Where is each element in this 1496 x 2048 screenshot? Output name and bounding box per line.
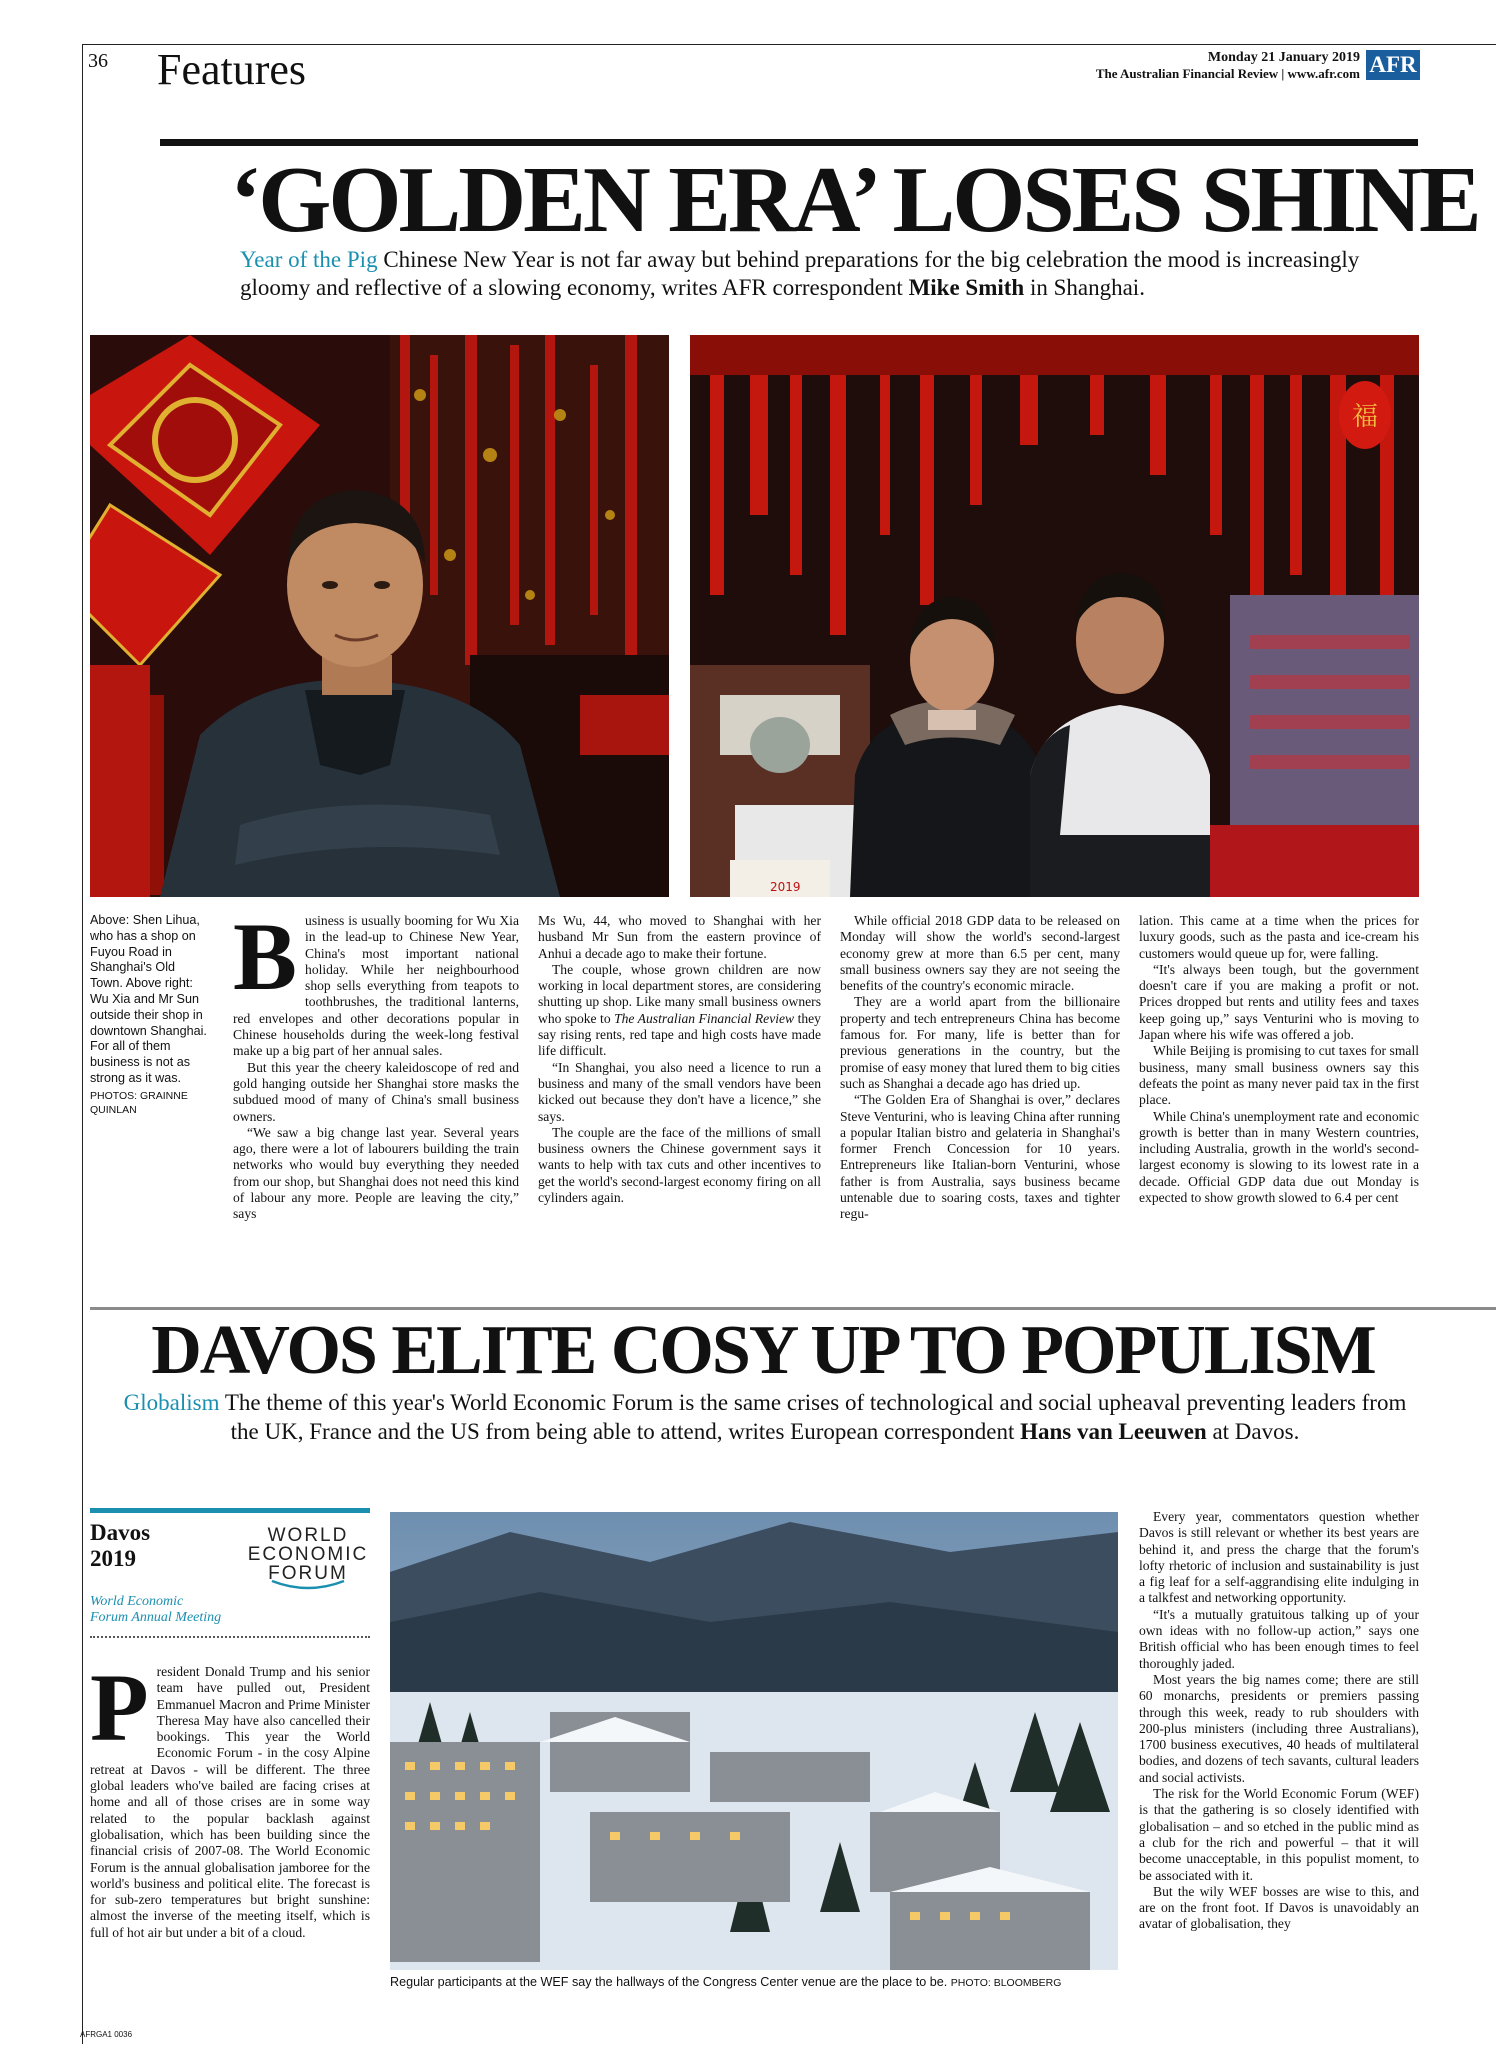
story1-col2-para2-b: they say rising rents, red tape and high costs have made life difficult. bbox=[538, 1010, 821, 1059]
photo-wu-xia-illustration bbox=[690, 335, 1419, 897]
story1-col2-para4: The couple are the face of the millions of small business owners the Chinese government says it wants to help with tax cuts and other incentives to get the world's second-largest economy firing on all cylinders again. bbox=[538, 1124, 821, 1206]
story1-col2-para3: “In Shanghai, you also need a licence to run a business and many of the small vendors have been kicked out because they don't have a licence,” she says. bbox=[538, 1059, 821, 1124]
story1-column-4 bbox=[1139, 913, 1419, 1206]
story1-col2-publication: The Australian Financial Review bbox=[614, 1010, 795, 1026]
story2-column-2 bbox=[1139, 1509, 1419, 1933]
story2-column-1 bbox=[90, 1654, 370, 1941]
davos-sidebar-title bbox=[90, 1520, 150, 1572]
davos-sidebar-subtitle bbox=[90, 1594, 221, 1626]
story2-dropcap: P bbox=[90, 1654, 149, 1761]
story1-col3-para1: While official 2018 GDP data to be released on Monday will show the world's second-largest economy grew at more than 6.5 per cent, many small business owners say they are not seeing the benefits of the country's economic miracle. bbox=[840, 913, 1120, 994]
story2-headline: DAVOS ELITE COSY UP TO POPULISM bbox=[151, 1312, 1375, 1389]
photo-shen-lihua-illustration bbox=[90, 335, 669, 897]
photo-fu-sign: 福 bbox=[1351, 402, 1379, 432]
story1-dropcap: B bbox=[233, 903, 298, 1010]
story2-col2-para1: Every year, commentators question whether Davos is still relevant or whether its best years are behind it, and press the charge that the forum's lofty rhetoric of inclusion and sustainability is just a fig leaf for a self-aggrandising elite indulging in a talkfest and networking opportunity. bbox=[1139, 1509, 1419, 1606]
story1-col4-para4: While China's unemployment rate and economic growth is better than in many Western countries, including Australia, growth in the world's second-largest economy is slowing to its lowest rate in a decade. Official GDP data due out Monday is expected to show growth slowed to 6.4 per cent bbox=[1139, 1108, 1419, 1206]
story2-col2-para5: But the wily WEF bosses are wise to this, and are on the front foot. If Davos is unavoidably an avatar of globalisation, they bbox=[1139, 1883, 1419, 1932]
story1-col3-para2: They are a world apart from the billionaire property and tech entrepreneurs China has become famous for. For many, life is better than for previous generations in the country, but the promise of easy money that lured them to big cities such as Shanghai a decade ago has dried up. bbox=[840, 994, 1120, 1091]
story1-col1-para3: “We saw a big change last year. Several years ago, there were a lot of labourers building the train networks who would buy everything they needed from our shop, but Shanghai does not need this kind of labour any more. People are leaving the city,” says bbox=[233, 1124, 519, 1222]
story2-col1-para1: resident Donald Trump and his senior team have pulled out, President Emmanuel Macron and Prime Minister Theresa May have also cancelled their bookings. This year the World Economic Forum - in the cosy Alpine retreat at Davos - will be different. The three global leaders who've bailed are facing crises at home and all of those crises are in some way related to the popular backlash against globalisation, which has been building since the financial crisis of 2007-08. The World Economic Forum is the annual globalisation jamboree for the world's business and political elite. The forecast is for sub-zero temperatures but bright sunshine: almost the inverse of the meeting itself, which is full of hot air but under a bit of a cloud. bbox=[90, 1664, 370, 1940]
story1-col4-para2: “It's always been tough, but the government doesn't care if you are making a profit or not. Prices dropped but rents and utility fees and taxes keep going up,” says Venturini who is moving to Japan where his wife was offered a job. bbox=[1139, 961, 1419, 1043]
davos-sidebar-top-rule bbox=[90, 1508, 370, 1513]
story2-author: Hans van Leeuwen bbox=[1020, 1419, 1207, 1444]
story1-col2-para2-a: The couple, whose grown children are now working in local department stores, are considering shutting up shop. Like many small business owners who spoke to bbox=[538, 961, 821, 1026]
story1-column-2 bbox=[538, 913, 821, 1206]
story1-col1-para1: usiness is usually booming for Wu Xia in the lead-up to Chinese New Year, China's most important national holiday. While her neighbourhood shop sells everything from teapots to toothbrushes, the traditional lanterns, red envelopes and other decorations popular in Chinese households during the week-long festival make up a big part of her annual sales. bbox=[233, 913, 519, 1059]
story1-col3-para3: “The Golden Era of Shanghai is over,” declares Steve Venturini, who is leaving China after running a popular Italian bistro and gelateria in Shanghai's former French Concession for 10 years. Entrepreneurs like Italian-born Venturini, whose father is from Australia, says business became untenable due to soaring costs, taxes and tighter regu- bbox=[840, 1092, 1120, 1222]
photo-box-label: 2019 bbox=[770, 880, 801, 894]
story1-photo-credit: PHOTOS: GRAINNE QUINLAN bbox=[90, 1089, 188, 1116]
story1-col2-para2 bbox=[538, 962, 821, 1060]
photo-davos-town bbox=[390, 1512, 1118, 1970]
story1-caption-text: Above: Shen Lihua, who has a shop on Fuyou Road in Shanghai's Old Town. Above right: Wu Xia and Mr Sun outside their shop in downtown Shanghai. For all of them business is not as strong as it was. bbox=[90, 913, 207, 1085]
story1-standfirst bbox=[240, 246, 1370, 302]
davos-photo-caption bbox=[390, 1975, 1118, 1991]
wef-logo-line2: ECONOMIC bbox=[247, 1544, 369, 1565]
story2-standfirst-text-a: The theme of this year's World Economic Forum is the same crises of technological and social upheaval preventing leaders from the UK, France and the US from being able to attend, writes European correspondent bbox=[219, 1390, 1407, 1444]
story1-headline: ‘GOLDEN ERA’ LOSES SHINE bbox=[230, 148, 1479, 252]
story2-standfirst bbox=[120, 1388, 1410, 1446]
wef-logo-line1: WORLD bbox=[267, 1525, 349, 1546]
davos-title-line2: 2019 bbox=[90, 1546, 136, 1571]
story1-photo-caption bbox=[90, 913, 210, 1117]
story2-col2-para4: The risk for the World Economic Forum (WEF) is that the gathering is so closely identified with globalisation – and so etched in the public mind as a club for the rich and powerful – that it will become unacceptable, in this populist moment, to be associated with it. bbox=[1139, 1786, 1419, 1883]
davos-sidebar-bottom-rule bbox=[90, 1636, 370, 1638]
story1-author: Mike Smith bbox=[908, 275, 1025, 300]
story2-col2-para3: Most years the big names come; there are still 60 monarchs, presidents or premiers passing through this week, ready to rub shoulders with 200-plus ministers (including three Australians), 1700 business executives, 40 heads of multilateral bodies, and dozens of tech savants, cultural leaders and social activists. bbox=[1139, 1671, 1419, 1785]
story1-standfirst-text-b: in Shanghai. bbox=[1024, 275, 1145, 300]
story2-standfirst-text-b: at Davos. bbox=[1206, 1419, 1300, 1444]
davos-title-line1: Davos bbox=[90, 1520, 151, 1545]
afr-logo: AFR bbox=[1366, 50, 1420, 80]
masthead-publication: The Australian Financial Review | www.afr.com bbox=[1095, 66, 1360, 81]
story2-kicker: Globalism bbox=[123, 1390, 220, 1415]
story1-column-1 bbox=[233, 903, 519, 1223]
story1-col4-para1: lation. This came at a time when the prices for luxury goods, such as the pasta and ice-cream his customers would queue up for, were falling. bbox=[1139, 913, 1419, 961]
wef-logo-line3: FORUM bbox=[268, 1563, 348, 1584]
story-divider bbox=[90, 1307, 1496, 1310]
story1-standfirst-text-a: Chinese New Year is not far away but behind preparations for the big celebration the mood is increasingly gloomy and reflective of a slowing economy, writes AFR correspondent bbox=[240, 247, 1360, 300]
davos-photo-credit: PHOTO: BLOOMBERG bbox=[950, 1977, 1062, 1989]
headline-rule bbox=[160, 139, 1418, 146]
photo-wu-xia-mr-sun bbox=[690, 335, 1419, 897]
page-number: 36 bbox=[88, 50, 108, 72]
story1-col4-para3: While Beijing is promising to cut taxes for small business, many small business owners say this defeats the point as many never paid tax in the first place. bbox=[1139, 1043, 1419, 1108]
story1-column-3 bbox=[840, 913, 1120, 1223]
wef-logo bbox=[244, 1526, 372, 1593]
photo-shen-lihua bbox=[90, 335, 669, 897]
davos-photo-caption-text: Regular participants at the WEF say the hallways of the Congress Center venue are the place to be. bbox=[390, 1975, 948, 1989]
page-border-left bbox=[82, 44, 83, 2044]
story1-kicker: Year of the Pig bbox=[240, 247, 378, 272]
page-footer-code: AFRGA1 0036 bbox=[80, 2030, 133, 2039]
photo-davos-illustration bbox=[390, 1512, 1118, 1970]
story1-col2-para1: Ms Wu, 44, who moved to Shanghai with her husband Mr Sun from the eastern province of Anhui a decade ago to make their fortune. bbox=[538, 913, 821, 961]
davos-subtitle-line1: World Economic bbox=[90, 1594, 184, 1609]
masthead-date: Monday 21 January 2019 bbox=[1207, 50, 1360, 65]
story1-col1-para2: But this year the cheery kaleidoscope of red and gold hanging outside her Shanghai store masks the subdued mood of many of China's small business owners. bbox=[233, 1059, 519, 1124]
story2-col2-para2: “It's a mutually gratuitous talking up of your own ideas with no follow-up action,” says one British official who has been enough times to feel thoroughly jaded. bbox=[1139, 1606, 1419, 1671]
section-title: Features bbox=[157, 45, 307, 94]
davos-subtitle-line2: Forum Annual Meeting bbox=[90, 1610, 222, 1625]
